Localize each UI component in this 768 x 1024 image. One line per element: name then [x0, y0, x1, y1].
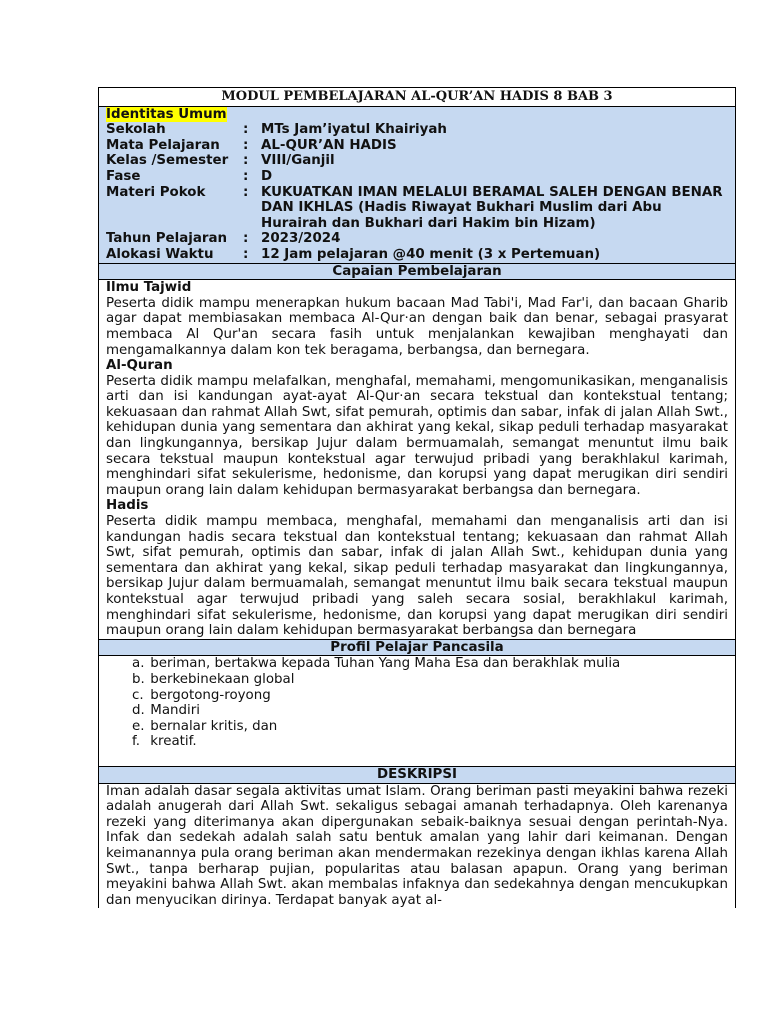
- list-marker: c.: [132, 687, 144, 703]
- capaian-section: [99, 280, 735, 640]
- profil-header: Profil Pelajar Pancasila: [99, 640, 735, 657]
- module-document: [98, 87, 736, 908]
- colon: :: [243, 153, 249, 169]
- list-item: [132, 656, 735, 672]
- list-text: bernalar kritis, dan: [150, 718, 278, 734]
- colon: :: [243, 122, 249, 138]
- info-label: Alokasi Waktu: [106, 246, 214, 262]
- list-marker: a.: [132, 656, 145, 672]
- list-text: kreatif.: [150, 734, 197, 750]
- document-title: MODUL PEMBELAJARAN AL-QUR’AN HADIS 8 BAB 3: [99, 88, 735, 107]
- colon: :: [243, 246, 249, 262]
- info-label: Kelas /Semester: [106, 153, 229, 169]
- info-label: Sekolah: [106, 122, 166, 138]
- list-item: [132, 672, 735, 688]
- deskripsi-text: Iman adalah dasar segala aktivitas umat Islam. Orang beriman pasti meyakini bahwa rezeki adalah anugerah dari Allah Swt. sekaligus sebagai amanah terhadapnya. Oleh karenanya rezeki yang diterimanya akan dipergunakan sebaik-baiknya sesuai dengan perintah-Nya. Infak dan sedekah adalah salah satu bentuk amalan yang lahir dari keimanan. Dengan keimanannya pula orang beriman akan mendermakan rezekinya dengan ikhlas karena Allah Swt., tanpa berharap pujian, popularitas atau balasan apapun. Orang yang beriman meyakini bahwa Allah Swt. akan membalas infaknya dan sedekahnya dengan mencukupkan dan menyucikan dirinya. Terdapat banyak ayat al-: [106, 783, 728, 908]
- identitas-section: [99, 107, 735, 264]
- info-value: D: [261, 168, 273, 184]
- list-item: [132, 703, 735, 719]
- info-row-fase: [106, 169, 729, 185]
- info-row-tahun-pelajaran: [106, 231, 729, 247]
- info-value: KUKUATKAN IMAN MELALUI BERAMAL SALEH DENGAN BENAR DAN IKHLAS (Hadis Riwayat Bukhari Muslim dari Abu Hurairah dan Bukhari dari Hakim bin Hizam): [261, 184, 723, 231]
- info-value: AL-QUR’AN HADIS: [261, 137, 397, 153]
- colon: :: [243, 137, 249, 153]
- section-text-alquran: Peserta didik mampu melafalkan, menghafal, memahami, mengomunikasikan, menganalisis arti dan isi kandungan ayat-ayat Al-Qur·an secara tekstual dan kontekstual tentang; kekuasaan dan rahmat Allah Swt, sifat pemurah, optimis dan sabar, infak di jalan Allah Swt., kehidupan dunia yang sementara dan akhirat yang kekal, sikap peduli terhadap masyarakat dan lingkungannya, bersikap Jujur dalam bermuamalah, semangat menuntut ilmu baik secara tekstual maupun kontekstual agar terwujud pribadi yang berakhlakul karimah, menghindari sifat sekulerisme, hedonisme, dan korupsi yang dapat merugikan diri sendiri maupun orang lain dalam kehidupan bermasyarakat berbangsa dan bernegara.: [106, 373, 728, 498]
- profil-section: [99, 656, 735, 767]
- list-marker: d.: [132, 703, 145, 719]
- list-marker: b.: [132, 671, 145, 687]
- capaian-header: Capaian Pembelajaran: [99, 264, 735, 281]
- info-label: Materi Pokok: [106, 184, 206, 200]
- list-text: Mandiri: [150, 703, 200, 719]
- info-row-mata-pelajaran: [106, 138, 729, 154]
- section-title-hadis: Hadis: [106, 498, 149, 514]
- info-row-alokasi-waktu: [106, 247, 729, 263]
- section-title-alquran: Al-Quran: [106, 358, 173, 374]
- list-text: bergotong-royong: [150, 687, 271, 703]
- info-row-kelas: [106, 153, 729, 169]
- section-title-tajwid: Ilmu Tajwid: [106, 280, 192, 296]
- list-item: [132, 719, 735, 735]
- info-value: 2023/2024: [261, 231, 341, 247]
- colon: :: [243, 184, 249, 200]
- info-row-sekolah: [106, 122, 729, 138]
- list-item: [132, 688, 735, 704]
- list-marker: e.: [132, 718, 145, 734]
- info-label: Fase: [106, 168, 141, 184]
- info-label: Mata Pelajaran: [106, 137, 220, 153]
- list-text: beriman, bertakwa kepada Tuhan Yang Maha Esa dan berakhlak mulia: [150, 656, 621, 672]
- profil-list: [99, 656, 735, 750]
- list-text: berkebinekaan global: [150, 671, 295, 687]
- info-value: VIII/Ganjil: [261, 153, 335, 169]
- colon: :: [243, 168, 249, 184]
- info-value: MTs Jam’iyatul Khairiyah: [261, 122, 447, 138]
- section-text-hadis: Peserta didik mampu membaca, menghafal, memahami dan menganalisis arti dan isi kandungan hadis secara tekstual dan kontekstual tentang; kekuasaan dan rahmat Allah Swt, sifat pemurah, optimis dan sabar, infak di jalan Allah Swt., kehidupan dunia yang sementara dan akhirat yang kekal, sikap peduli terhadap masyarakat dan lingkungannya, bersikap Jujur dalam bermuamalah, semangat menuntut ilmu baik secara tekstual maupun kontekstual agar terwujud pribadi yang saleh secara sosial, berakhlakul karimah, menghindari sifat sekulerisme, hedonisme, dan korupsi yang dapat merugikan diri sendiri maupun orang lain dalam kehidupan bermasyarakat berbangsa dan bernegara: [106, 514, 728, 639]
- deskripsi-header: DESKRIPSI: [99, 767, 735, 784]
- list-marker: f.: [132, 734, 140, 750]
- info-row-materi-pokok: [106, 185, 729, 232]
- colon: :: [243, 231, 249, 247]
- list-item: [132, 734, 735, 750]
- info-value: 12 Jam pelajaran @40 menit (3 x Pertemuan): [261, 246, 601, 262]
- info-label: Tahun Pelajaran: [106, 231, 228, 247]
- identitas-header: Identitas Umum: [106, 106, 227, 122]
- section-text-tajwid: Peserta didik mampu menerapkan hukum bacaan Mad Tabi'i, Mad Far'i, dan bacaan Gharib agar dapat membiasakan membaca Al-Qur·an dengan baik dan benar, sebagai prasyarat membaca Al Qur'an secara fasih untuk menjalankan kewajiban menghayati dan mengamalkannya dalam kon tek beragama, berbangsa, dan bernegara.: [106, 295, 728, 358]
